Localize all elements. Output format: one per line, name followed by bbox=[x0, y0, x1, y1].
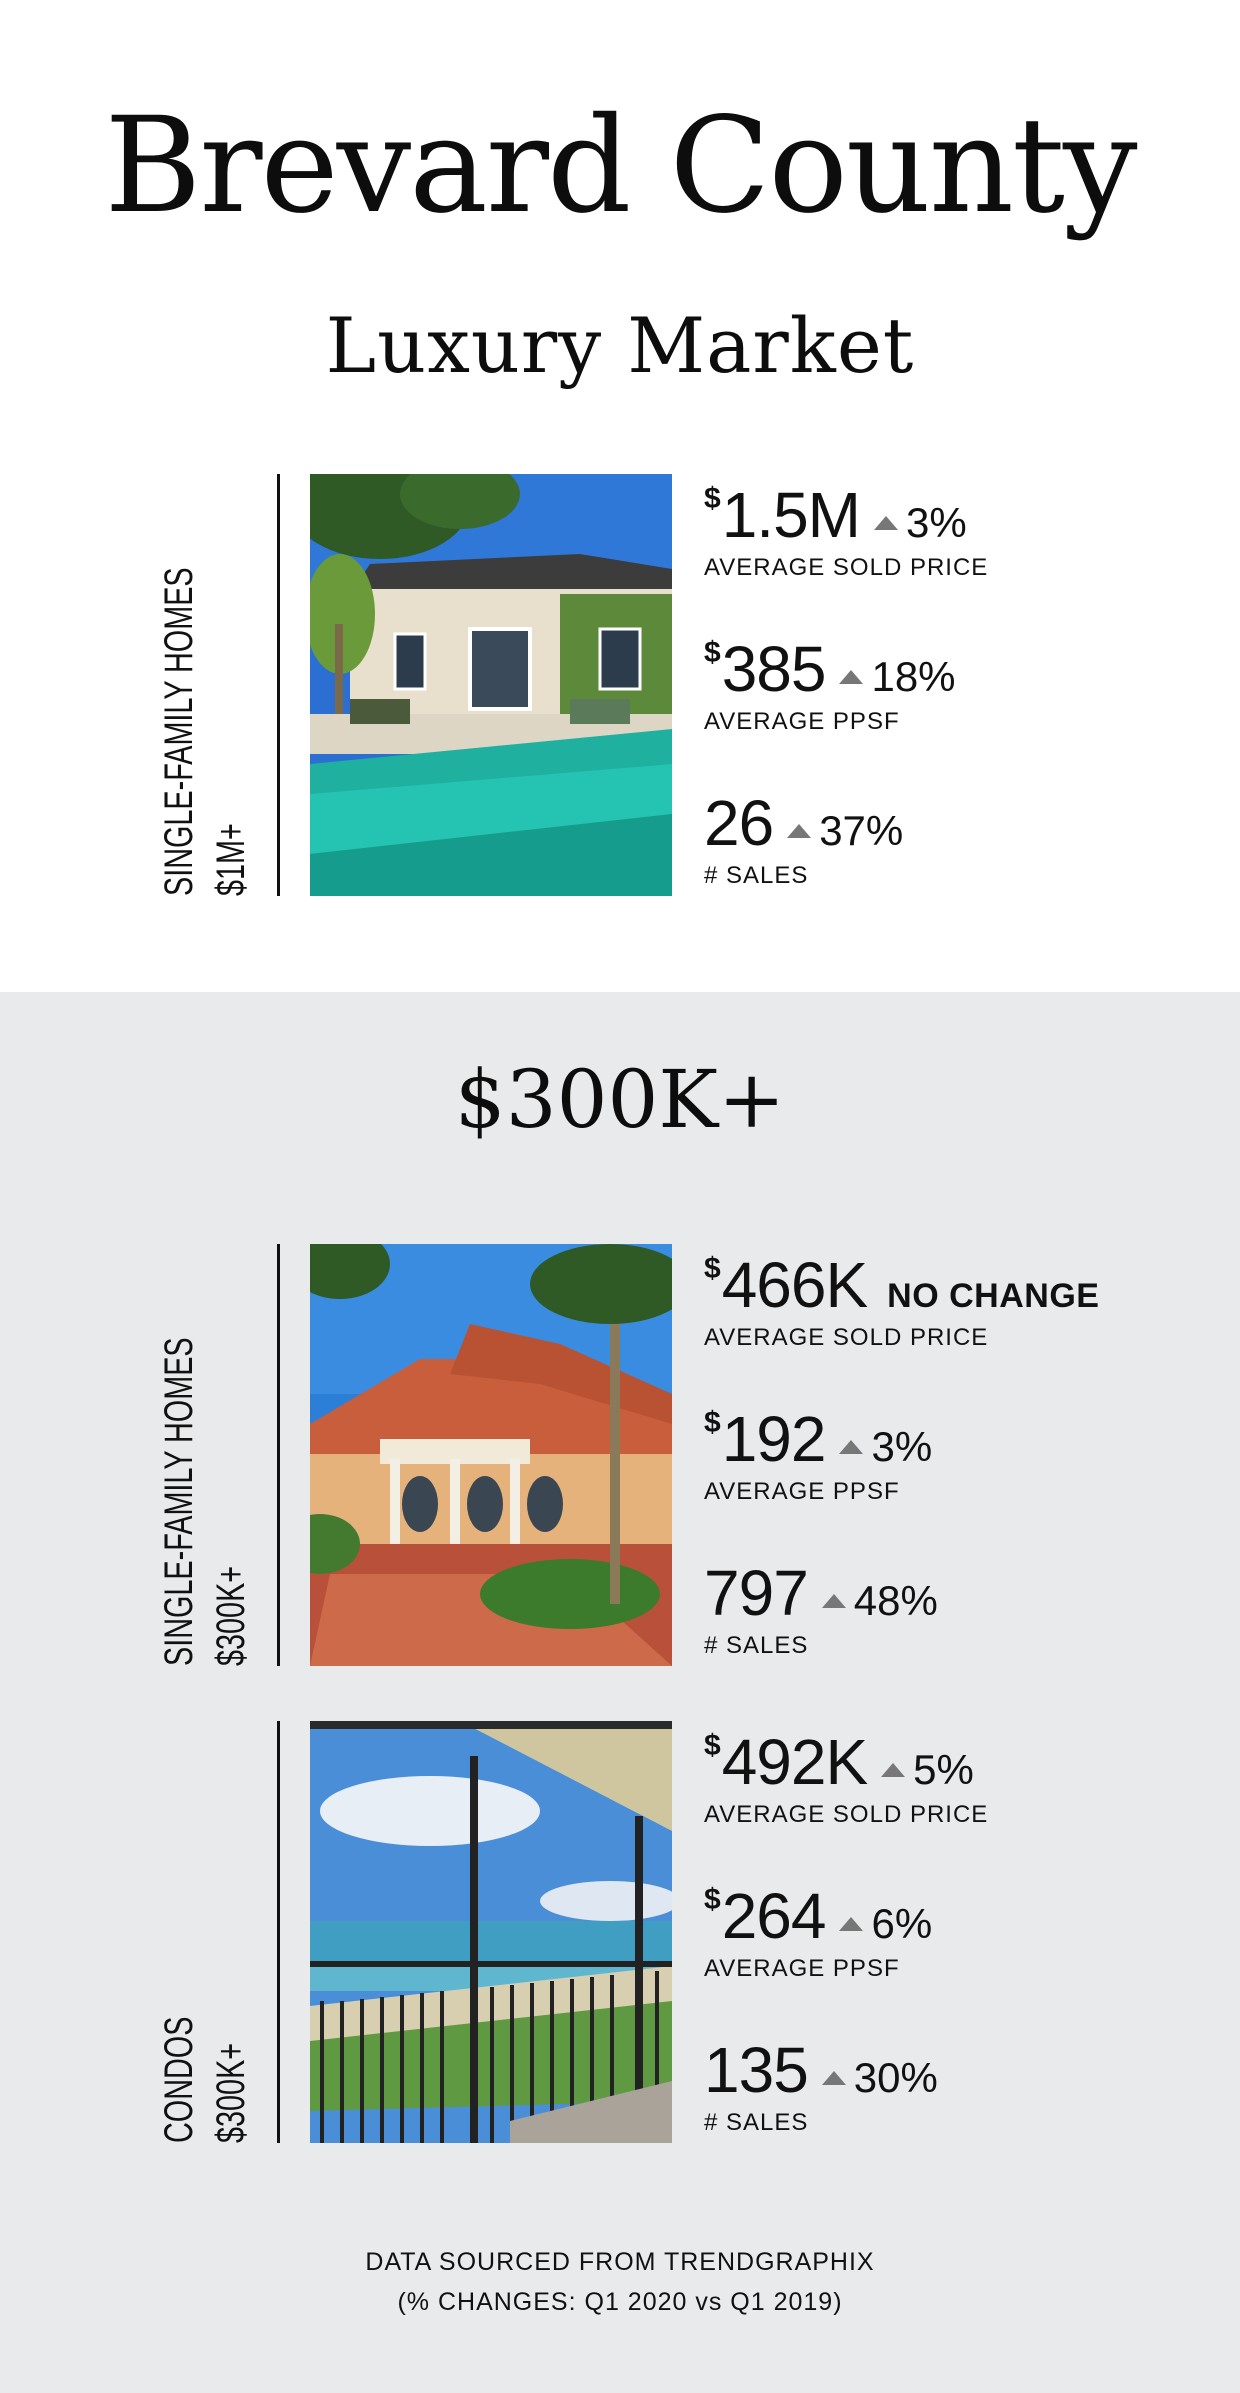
page-title: Brevard County bbox=[104, 89, 1136, 243]
side-label-line1: SINGLE-FAMILY HOMES bbox=[157, 1337, 201, 1666]
stat-change: 6% bbox=[871, 1900, 933, 1947]
dollar-sign: $ bbox=[704, 1406, 721, 1439]
stat-value: 492K bbox=[721, 1726, 868, 1798]
bottom-panel bbox=[0, 992, 1240, 2393]
stat-caption: AVERAGE SOLD PRICE bbox=[704, 1801, 989, 1828]
stat-caption: AVERAGE PPSF bbox=[704, 1955, 900, 1982]
stat-value: 135 bbox=[704, 2034, 808, 2106]
footer-line1: DATA SOURCED FROM TRENDGRAPHIX bbox=[365, 2248, 875, 2276]
stat-num-sales bbox=[704, 2035, 1224, 2137]
stat-change: 3% bbox=[871, 1423, 933, 1470]
stat-change: NO CHANGE bbox=[887, 1277, 1100, 1315]
up-arrow-icon bbox=[839, 1440, 863, 1454]
stat-change: 48% bbox=[853, 1577, 938, 1624]
side-label-line2: $300K+ bbox=[209, 1565, 253, 1666]
stat-value: 26 bbox=[704, 787, 774, 859]
up-arrow-icon bbox=[874, 516, 898, 530]
up-arrow-icon bbox=[881, 1763, 905, 1777]
side-label-line2: $1M+ bbox=[209, 823, 253, 896]
dollar-sign: $ bbox=[704, 1729, 721, 1762]
stat-value: 1.5M bbox=[721, 479, 860, 551]
dollar-sign: $ bbox=[704, 636, 721, 669]
stat-change: 18% bbox=[871, 653, 956, 700]
divider-line bbox=[277, 1721, 280, 2143]
stat-avg-sold-price bbox=[704, 480, 1224, 582]
stat-caption: AVERAGE SOLD PRICE bbox=[704, 554, 989, 581]
stat-caption: # SALES bbox=[704, 862, 809, 889]
stat-value: 466K bbox=[721, 1249, 868, 1321]
stats-block bbox=[704, 474, 1224, 896]
stat-change: 37% bbox=[819, 807, 904, 854]
tile-roof-home-photo bbox=[310, 1244, 672, 1666]
stat-change: 5% bbox=[913, 1746, 974, 1793]
stat-change: 3% bbox=[905, 499, 967, 546]
up-arrow-icon bbox=[839, 670, 863, 684]
stat-avg-ppsf bbox=[704, 1881, 1224, 1983]
stats-block bbox=[704, 1721, 1224, 2143]
stat-caption: AVERAGE PPSF bbox=[704, 1478, 900, 1505]
dollar-sign: $ bbox=[704, 1252, 721, 1285]
stat-avg-sold-price bbox=[704, 1727, 1224, 1829]
section-side-label bbox=[150, 1721, 260, 2143]
section-condos-300k bbox=[0, 1721, 1240, 2143]
dollar-sign: $ bbox=[704, 482, 721, 515]
side-label-line1: SINGLE-FAMILY HOMES bbox=[157, 567, 201, 896]
stat-num-sales bbox=[704, 788, 1224, 890]
section-side-label bbox=[150, 474, 260, 896]
dollar-sign: $ bbox=[704, 1883, 721, 1916]
stat-change: 30% bbox=[853, 2054, 938, 2101]
stat-caption: # SALES bbox=[704, 1632, 809, 1659]
stat-value: 264 bbox=[721, 1880, 826, 1952]
luxury-pool-home-photo bbox=[310, 474, 672, 896]
stat-value: 797 bbox=[704, 1557, 808, 1629]
stat-num-sales bbox=[704, 1558, 1224, 1660]
section-sfh-300k bbox=[0, 1244, 1240, 1666]
stat-value: 192 bbox=[721, 1403, 826, 1475]
side-label-line1: CONDOS bbox=[157, 2016, 201, 2143]
stat-caption: AVERAGE SOLD PRICE bbox=[704, 1324, 989, 1351]
section-heading-300k: $300K+ bbox=[454, 1053, 786, 1146]
stats-block bbox=[704, 1244, 1224, 1666]
stat-avg-ppsf bbox=[704, 634, 1224, 736]
up-arrow-icon bbox=[822, 2071, 846, 2085]
section-side-label bbox=[150, 1244, 260, 1666]
stat-caption: # SALES bbox=[704, 2109, 809, 2136]
divider-line bbox=[277, 474, 280, 896]
page-subtitle: Luxury Market bbox=[325, 301, 915, 390]
ocean-balcony-photo bbox=[310, 1721, 672, 2143]
up-arrow-icon bbox=[839, 1917, 863, 1931]
stat-avg-ppsf bbox=[704, 1404, 1224, 1506]
stat-value: 385 bbox=[721, 633, 826, 705]
section-luxury-sfh bbox=[0, 474, 1240, 896]
side-label-line2: $300K+ bbox=[209, 2042, 253, 2143]
divider-line bbox=[277, 1244, 280, 1666]
up-arrow-icon bbox=[822, 1594, 846, 1608]
footer-source bbox=[0, 2242, 1240, 2322]
up-arrow-icon bbox=[787, 824, 811, 838]
stat-caption: AVERAGE PPSF bbox=[704, 708, 900, 735]
footer-line2: (% CHANGES: Q1 2020 vs Q1 2019) bbox=[397, 2288, 843, 2316]
stat-avg-sold-price bbox=[704, 1250, 1224, 1352]
